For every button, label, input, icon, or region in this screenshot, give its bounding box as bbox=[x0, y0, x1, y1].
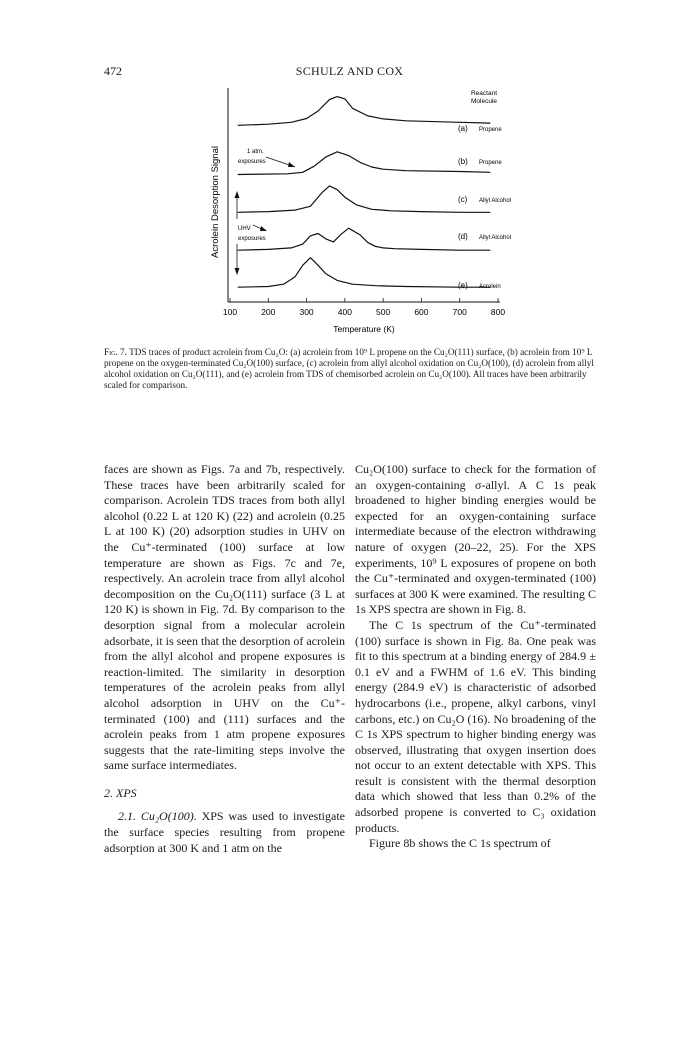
left-column bbox=[104, 462, 345, 856]
x-tick-label: 100 bbox=[222, 307, 238, 317]
trace-line-d bbox=[238, 228, 491, 250]
page-number: 472 bbox=[104, 64, 122, 78]
annotation-atm-line2: exposures bbox=[238, 159, 266, 165]
trace-line-c bbox=[238, 186, 491, 212]
trace-label-e-molecule: Acrolein bbox=[479, 284, 501, 290]
section-heading: 2. XPS bbox=[104, 785, 137, 800]
x-tick-label: 500 bbox=[376, 307, 391, 317]
annotation-uhv-line1: UHV bbox=[238, 226, 251, 232]
y-axis-label: Acrolein Desorption Signal bbox=[210, 146, 221, 258]
x-axis-label: Temperature (K) bbox=[333, 324, 395, 334]
trace-label-b bbox=[458, 157, 502, 166]
trace-label-e-id: (e) bbox=[458, 281, 468, 290]
x-tick-label: 800 bbox=[490, 307, 506, 317]
trace-line-b bbox=[238, 152, 491, 175]
x-tick-label: 400 bbox=[337, 307, 352, 317]
trace-label-b-molecule: Propene bbox=[479, 160, 502, 166]
trace-label-d-id: (d) bbox=[458, 232, 468, 241]
tds-figure bbox=[200, 84, 530, 336]
trace-label-e bbox=[458, 281, 501, 290]
trace-line-e bbox=[238, 258, 491, 288]
x-tick-label: 600 bbox=[414, 307, 429, 317]
right-paragraph-2: The C 1s spectrum of the Cu⁺-terminated (100) surface is shown in Fig. 8a. One peak was fit to this spectrum at a binding energy of 284.9 ± 0.1 eV and a FWHM of 1.6 eV. This binding energy (284.9 eV) is characteristic of adsorbed hydrocarbons (i.e., propene, alkyl carbons, vinyl carbons, etc.) on Cu₂O (16). No broadening of the C 1s XPS spectrum to higher binding energy was observed, illustrating that oxygen insertion does not occur to an extent detectable with XPS. This result is consistent with the thermal desorption data which showed that less than 0.2% of the adsorbed propene is converted to C₃ oxidation products. bbox=[355, 617, 596, 835]
annotation-uhv-arrowhead-diag bbox=[260, 226, 267, 231]
left-paragraph-2-text: XPS was used to investigate the surface species resulting from propene adsorption at 300 K and 1 atm on the bbox=[104, 809, 345, 855]
trace-label-c-molecule: Allyl Alcohol bbox=[479, 198, 512, 204]
traces-group bbox=[238, 97, 491, 288]
right-column bbox=[355, 462, 596, 852]
right-paragraph-3: Figure 8b shows the C 1s spectrum of bbox=[369, 836, 551, 851]
x-tick-label: 700 bbox=[452, 307, 467, 317]
trace-label-a-molecule: Propene bbox=[479, 127, 502, 133]
right-paragraph-1: Cu₂O(100) surface to check for the formation of an oxygen-containing σ-allyl. A C 1s peak broadened to higher binding energies would be expected for an oxygen-containing surface intermediate because of the electron withdrawing nature of oxygen (20–22, 25). For the XPS experiments, 10⁹ L exposures of propene on both the Cu⁺-terminated and oxygen-terminated (100) surfaces at 300 K were examined. The resulting C 1s XPS spectra are shown in Fig. 8. bbox=[355, 462, 596, 617]
trace-label-c bbox=[458, 195, 511, 204]
trace-label-d-molecule: Allyl Alcohol bbox=[479, 235, 512, 241]
trace-line-a bbox=[238, 97, 491, 126]
trace-label-a-id: (a) bbox=[458, 124, 468, 133]
figure-caption bbox=[104, 347, 596, 391]
annotation-uhv-arrowhead-down bbox=[235, 268, 240, 275]
trace-label-c-id: (c) bbox=[458, 195, 468, 204]
x-tick-label: 300 bbox=[299, 307, 314, 317]
x-tick-label: 200 bbox=[261, 307, 276, 317]
left-paragraph-1: faces are shown as Figs. 7a and 7b, respectively. These traces have been arbitrarily scaled for comparison. Acrolein TDS traces from both allyl alcohol (0.22 L at 120 K) (22) and acrolein (0.25 L at 100 K) (20) adsorption studies in UHV on the Cu⁺-terminated (100) surface at low temperature are shown as Figs. 7c and 7e, respectively. An acrolein trace from allyl alcohol decomposition on the Cu₂O(111) surface (3 L at 120 K) is shown in Fig. 7d. By comparison to the desorption signal from a molecular acrolein adsorbate, it is seen that the desorption of acrolein from the allyl alcohol and propene exposures is reaction-limited. The similarity in desorption temperatures of the acrolein peaks from allyl alcohol adsorption in UHV on the Cu⁺-terminated (100) and (111) surfaces and the acrolein peaks from 1 atm propene exposures suggests that the rate-limiting steps involve the same surface intermediates. bbox=[104, 462, 345, 773]
annotation-atm-arrowhead bbox=[288, 162, 295, 167]
caption-label: Fig. 7. bbox=[104, 347, 127, 357]
caption-text: TDS traces of product acrolein from Cu₂O: (a) acrolein from 10⁹ L propene on the Cu₂O(111) surface, (b) acrolein from 10⁹ L propene on the oxygen-terminated Cu₂O(100) surface, (c) acrolein from allyl alcohol oxidation on Cu₂O(100), (d) acrolein from allyl alcohol oxidation on Cu₂O(111), and (e) acrolein from TDS of chemisorbed acrolein on Cu₂O(100). All traces have been arbitrarily scaled for comparison. bbox=[104, 347, 594, 391]
annotation-uhv-arrowhead-up bbox=[235, 191, 240, 198]
x-ticks-group bbox=[223, 298, 505, 317]
legend-header-molecule: Molecule bbox=[470, 98, 498, 105]
annotation-atm-line1: 1 atm. bbox=[247, 149, 264, 155]
trace-label-d bbox=[458, 232, 511, 241]
trace-label-b-id: (b) bbox=[458, 157, 468, 166]
trace-label-a bbox=[458, 124, 502, 133]
subsection-label: 2.1. Cu₂O(100). bbox=[118, 809, 197, 824]
annotation-uhv-line2: exposures bbox=[238, 236, 266, 242]
running-head: SCHULZ AND COX bbox=[295, 64, 404, 78]
left-paragraph-2 bbox=[104, 809, 345, 856]
legend-header-reactant: Reactant bbox=[470, 90, 498, 97]
